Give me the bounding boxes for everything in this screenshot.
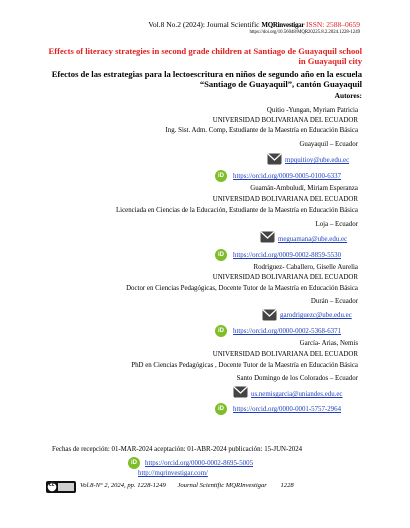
author-1-degree: Ing. Sist. Adm. Comp, Estudiante de la Maestría en Educación Básica [165,127,358,134]
author-4-location: Santo Domingo de los Colorados – Ecuador [236,375,358,382]
mail-icon [260,231,275,243]
journal-header [0,20,360,29]
orcid-icon: iD [215,249,227,261]
author-1-orcid-link[interactable]: https://orcid.org/0009-0005-0100-6337 [233,173,342,180]
author-2-name: Guamán-Ambuludí, Miriam Esperanza [250,185,358,192]
orcid-icon: iD [215,325,227,337]
mail-icon [267,153,282,165]
journal-website-link[interactable]: http://mqrinvestigar.com/ [138,470,208,477]
authors-label: Autores: [334,91,362,100]
author-4-degree: PhD en Ciencias Pedagógicas , Docente Tutor de la Maestría en Educación Básica [131,362,358,369]
author-2-email-link[interactable]: meguamana@ube.edu.ec [278,236,348,243]
author-1-name: Quitio -Yungan, Myriam Patricia [266,107,358,114]
citation-text: Vol.8-N° 2, 2024, pp. 1228-1249 [80,482,166,489]
author-1-location: Guayaquil – Ecuador [299,141,358,148]
author-2-university: UNIVERSIDAD BOLIVARIANA DEL ECUADOR [212,196,358,203]
mail-icon [262,309,277,321]
author-4-university: UNIVERSIDAD BOLIVARIANA DEL ECUADOR [212,351,358,358]
journal-orcid-link[interactable]: https://orcid.org/0000-0002-8695-5005 [145,460,254,467]
author-3-name: Rodríguez- Caballero, Giselle Aurelia [253,264,358,271]
author-3-university: UNIVERSIDAD BOLIVARIANA DEL ECUADOR [212,274,358,281]
orcid-icon: iD [215,170,227,182]
author-3-degree: Doctor en Ciencias Pedagógicas, Docente Tutor de la Maestría en Educación Básica [126,285,358,292]
author-3-location: Durán – Ecuador [310,298,358,305]
cc-label: cc [49,482,55,488]
doi-text[interactable]: https://doi.org/10.56048/MQR20225.8.2.2024.1228-1249 [249,30,360,35]
author-2-location: Loja – Ecuador [315,221,358,228]
author-4-name: García- Arias, Nemis [299,340,358,347]
author-3-email-link[interactable]: garodriguezc@ube.edu.ec [280,312,352,319]
mail-icon [233,386,248,398]
author-4-email-link[interactable]: us.nemisgarcia@uniandes.edu.ec [251,391,343,398]
page-number: 1228 [280,482,294,489]
issn-text: ISSN: 2588–0659 [306,20,360,29]
author-2-orcid-link[interactable]: https://orcid.org/0009-0002-8859-5530 [233,252,342,259]
title-spanish: Efectos de las estrategias para la lectoescritura en niños de segundo año en la escuela “Santiago de Guayaquil”, cantón Guayaquil [51,69,362,89]
journal-name-text: Journal Scientific MQRInvestigar [177,482,267,489]
publication-dates: Fechas de recepción: 01-MAR-2024 aceptación: 01-ABR-2024 publicación: 15-JUN-2024 [52,446,303,453]
author-2-degree: Licenciada en Ciencias de la Educación, Estudiante de la Maestría en Educación Básica [115,207,358,214]
orcid-icon: iD [128,457,140,469]
author-4-orcid-link[interactable]: https://orcid.org/0000-0001-5757-2964 [233,406,342,413]
author-1-university: UNIVERSIDAD BOLIVARIANA DEL ECUADOR [212,117,358,124]
journal-logo: MQRinvestigar [261,21,305,29]
creative-commons-badge [46,480,76,492]
orcid-icon: iD [215,403,227,415]
footer-citation-line [80,482,294,489]
journal-volume-text: Vol.8 No.2 (2024): Journal Scientific [148,20,260,29]
author-3-orcid-link[interactable]: https://orcid.org/0000-0002-5368-6371 [233,328,342,335]
author-1-email-link[interactable]: mpquitioy@ube.edu.ec [285,157,350,164]
title-english: Effects of literacy strategies in second grade children at Santiago de Guayaquil school in Guayaquil city [48,46,362,66]
